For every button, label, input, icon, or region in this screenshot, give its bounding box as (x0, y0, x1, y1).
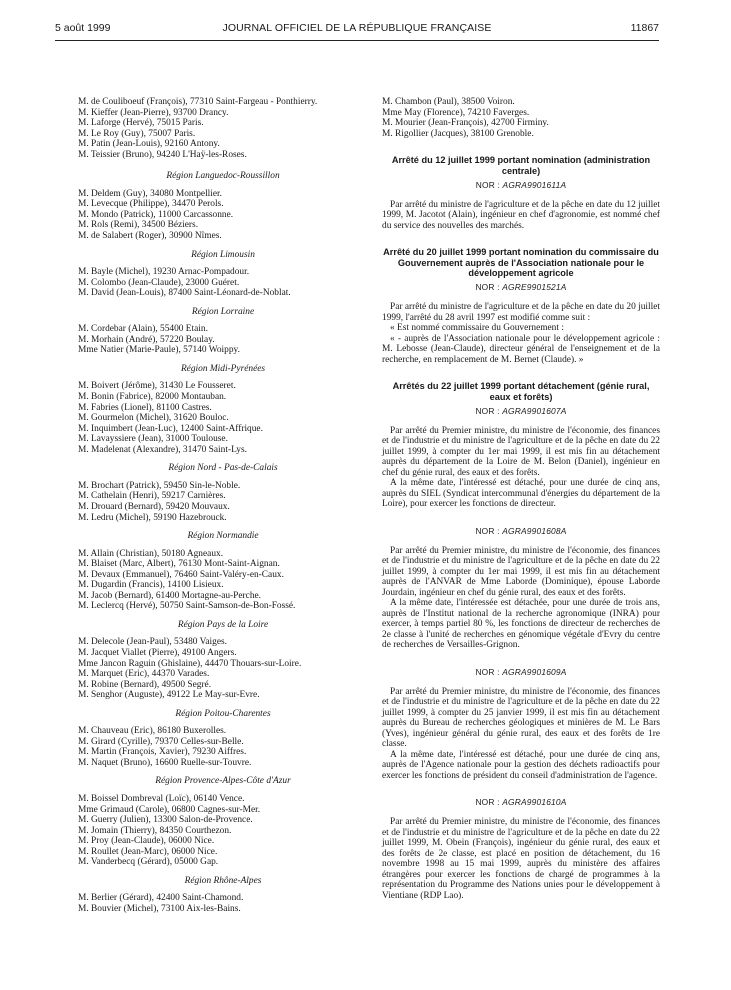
list-item: M. Bonin (Fabrice), 82000 Montauban. (78, 392, 227, 403)
list-item: M. Fabries (Lionel), 81100 Castres. (78, 402, 212, 413)
list-item: M. Deldem (Guy), 34080 Montpellier. (78, 188, 222, 199)
list-item: M. Bouvier (Michel), 73100 Aix-les-Bains. (78, 903, 241, 914)
list-item: M. Le Roy (Guy), 75007 Paris. (78, 128, 196, 139)
arrete-title: Arrêté du 12 juillet 1999 portant nomination (administration centrale) (391, 155, 651, 176)
nor-label: NOR : (475, 180, 501, 190)
list-item: Mme May (Florence), 74210 Faverges. (382, 107, 530, 118)
region-heading: Région Limousin (191, 249, 255, 260)
list-item: M. Martin (François, Xavier), 79230 Aiffres. (78, 747, 247, 758)
list-item: M. Ledru (Michel), 59190 Hazebrouck. (78, 512, 227, 523)
arrete-title: Arrêté du 20 juillet 1999 portant nomination du commissaire du Gouvernement auprès de l'Association nationale pour le développement agricole (383, 247, 659, 278)
list-item: M. Lavayssiere (Jean), 31000 Toulouse. (78, 434, 228, 445)
region-heading: Région Nord - Pas-de-Calais (168, 463, 278, 474)
nor-reference (382, 667, 660, 678)
list-item: M. Kieffer (Jean-Pierre), 93700 Drancy. (78, 107, 229, 118)
list-item: Mme Jancon Raguin (Ghislaine), 44470 Thouars-sur-Loire. (78, 658, 302, 669)
paragraph: A la même date, l'intéressé est détaché, pour une durée de cinq ans, auprès du SIEL (Syndicat intercommunal d'énergies du département de la Loire), pour exercer les fonctions de directeur. (382, 478, 660, 510)
list-item: M. Chauveau (Eric), 86180 Buxerolles. (78, 726, 227, 737)
list-item: M. Vanderbecq (Gérard), 05000 Gap. (78, 857, 219, 868)
list-item: M. Guerry (Julien), 13300 Salon-de-Provence. (78, 815, 253, 826)
paragraph: « Est nommé commissaire du Gouvernement : (390, 323, 564, 334)
paragraph: Par arrêté du Premier ministre, du ministre de l'économie, des finances et de l'industrie et du ministre de l'agriculture et de la pêche en date du 22 juillet 1999, à compter du 25 janvier 1999, il est mis fin au détachement auprès du Bureau de recherches géologiques et minières de M. Le Bars (Yves), ingénieur général du génie rural, des eaux et des forêts de 1re classe. (382, 686, 660, 750)
nor-label: NOR : (475, 525, 500, 536)
list-item: M. Allain (Christian), 50180 Agneaux. (78, 548, 224, 559)
list-item: M. Rigollier (Jacques), 38100 Grenoble. (382, 128, 534, 139)
list-item: Mme Grimaud (Carole), 06800 Cagnes-sur-Mer. (78, 804, 261, 815)
list-item: M. Proy (Jean-Claude), 06000 Nice. (78, 836, 215, 847)
list-item: M. Bayle (Michel), 19230 Arnac-Pompadour. (78, 267, 250, 278)
region-heading: Région Provence-Alpes-Côte d'Azur (155, 776, 291, 787)
paragraph: A la même date, l'intéressé est détaché, pour une durée de cinq ans, auprès de l'Agence nationale pour la gestion des déchets radioactifs pour exercer les fonctions de président du conseil d'administration de l'agence. (382, 749, 660, 781)
list-item: M. Blaiset (Marc, Albert), 76130 Mont-Saint-Aignan. (78, 559, 280, 570)
list-item: M. Marquet (Eric), 44370 Varades. (78, 669, 210, 680)
list-item: M. Brochart (Patrick), 59450 Sin-le-Noble. (78, 480, 241, 491)
list-item: M. Leclercq (Hervé), 50750 Saint-Samson-de-Bon-Fossé. (78, 601, 296, 612)
list-item: M. Naquet (Bruno), 16600 Ruelle-sur-Touvre. (78, 757, 252, 768)
list-item: M. Jacquet Viallet (Pierre), 49100 Angers. (78, 647, 237, 658)
nor-code: AGRA9901608A (502, 525, 567, 536)
paragraph: Par arrêté du Premier ministre, du ministre de l'économie, des finances et de l'industrie et du ministre de l'agriculture et de la pêche en date du 22 juillet 1999, M. Obein (François), ingénieur du génie rural, des eaux et des forêts de 2e classe, est placé en position de détachement, du 16 novembre 1998 au 15 mai 1999, auprès du ministère des affaires étrangères pour exercer les fonctions de chargé de programmes à la représentation du Programme des Nations unies pour le développement à Vientiane (RDP Lao). (382, 817, 660, 901)
list-item: M. Gourmelon (Michel), 31620 Bouloc. (78, 413, 229, 424)
nor-reference (382, 406, 660, 417)
nor-label: NOR : (475, 797, 500, 808)
paragraph: « - auprès de l'Association nationale pour le développement agricole : M. Lebosse (Jean-Claude), directeur général de l'enseignement et de la recherche, en remplacement de M. Bernet (Claude). » (382, 333, 660, 365)
header-date: 5 août 1999 (55, 22, 111, 34)
list-item: M. Boissel Dombreval (Loïc), 06140 Vence. (78, 793, 245, 804)
paragraph: Par arrêté du Premier ministre, du ministre de l'économie, des finances et de l'industrie et du ministre de l'agriculture et de la pêche en date du 22 juillet 1999, à compter du 1er mai 1999, il est mis fin au détachement auprès du département de la Loire de M. Belon (Daniel), ingénieur en chef du génie rural, des eaux et des forêts. (382, 425, 660, 478)
paragraph: Par arrêté du ministre de l'agriculture et de la pêche en date du 12 juillet 1999, M. Jacotot (Alain), ingénieur en chef d'agronomie, est nommé chef du service des nouvelles des marchés. (382, 199, 660, 231)
paragraph: Par arrêté du Premier ministre, du ministre de l'économie, des finances et de l'industrie et du ministre de l'agriculture et de la pêche en date du 22 juillet 1999, à compter du 1er mai 1999, il est mis fin au détachement auprès de l'ANVAR de Mme Laborde (Dominique), épouse Laborde Jourdain, ingénieur en chef du génie rural, des eaux et des forêts. (382, 545, 660, 598)
list-item: M. Rols (Remi), 34500 Béziers. (78, 220, 199, 231)
list-item: M. de Couliboeuf (François), 77310 Saint-Fargeau - Ponthierry. (78, 97, 318, 107)
nor-code: AGRE9901521A (502, 282, 567, 293)
list-item: M. Boivert (Jérôme), 31430 Le Fousseret. (78, 381, 236, 392)
region-heading: Région Lorraine (191, 306, 255, 317)
paragraph: Par arrêté du ministre de l'agriculture et de la pêche en date du 20 juillet 1999, l'arrêté du 28 avril 1997 est modifié comme suit : (382, 301, 660, 323)
region-heading: Région Normandie (187, 531, 259, 542)
region-heading: Région Rhône-Alpes (184, 875, 262, 886)
paragraph: A la même date, l'intéressée est détachée, pour une durée de trois ans, auprès de l'Institut national de la recherche agronomique (INRA) pour exercer, à temps partiel 80 %, les fonctions de directeur de recherches de 2e classe à l'unité de recherches en génomique végétale d'Evry du centre de recherches de Versailles-Grignon. (382, 598, 660, 651)
list-item: Mme Natier (Marie-Paule), 57140 Woippy. (78, 345, 240, 356)
nor-code: AGRA9901610A (502, 797, 567, 808)
header-rule (55, 40, 659, 41)
nor-reference (382, 797, 660, 808)
list-item: M. Colombo (Jean-Claude), 23000 Guéret. (78, 277, 240, 288)
list-item: M. Morhain (André), 57220 Boulay. (78, 334, 215, 345)
list-item: M. Teissier (Bruno), 94240 L'Haÿ-les-Roses. (78, 149, 247, 160)
list-item: M. Laforge (Hervé), 75015 Paris. (78, 118, 204, 129)
list-item: M. Robine (Bernard), 49500 Segré. (78, 679, 212, 690)
nor-label: NOR : (475, 282, 500, 293)
list-item: M. Mourier (Jean-François), 42700 Firminy. (382, 118, 549, 129)
list-item: M. Cordebar (Alain), 55400 Etain. (78, 324, 208, 335)
nor-reference (382, 180, 660, 191)
nor-code: AGRA9901609A (502, 666, 567, 677)
list-item: M. de Salabert (Roger), 30900 Nîmes. (78, 231, 222, 242)
header-page-number: 11867 (630, 22, 659, 34)
right-column (382, 97, 660, 901)
list-item: M. Inquimbert (Jean-Luc), 12400 Saint-Affrique. (78, 423, 263, 434)
header-title: JOURNAL OFFICIEL DE LA RÉPUBLIQUE FRANÇAISE (222, 22, 492, 34)
region-heading: Région Languedoc-Roussillon (166, 171, 280, 182)
nor-label: NOR : (475, 406, 500, 417)
list-item: M. Cathelain (Henri), 59217 Carnières. (78, 491, 226, 502)
list-item: M. Madelenat (Alexandre), 31470 Saint-Lys. (78, 444, 247, 455)
list-item: M. Mondo (Patrick), 11000 Carcassonne. (78, 209, 234, 220)
intro-list (78, 97, 368, 160)
left-column (78, 97, 368, 914)
nor-code: AGRA9901611A (502, 180, 567, 190)
nor-reference (382, 526, 660, 537)
list-item: M. Delecole (Jean-Paul), 53480 Vaiges. (78, 637, 228, 648)
list-item: M. Girard (Cyrille), 79370 Celles-sur-Belle. (78, 736, 244, 747)
list-item: M. Jomain (Thierry), 84350 Courthezon. (78, 825, 232, 836)
list-item: M. Levecque (Philippe), 34470 Perols. (78, 199, 224, 210)
list-item: M. Chambon (Paul), 38500 Voiron. (382, 97, 515, 107)
list-item: M. Drouard (Bernard), 59420 Mouvaux. (78, 501, 230, 512)
region-heading: Région Midi-Pyrénées (180, 363, 266, 374)
list-item: M. Patin (Jean-Louis), 92160 Antony. (78, 139, 220, 150)
list-item: M. David (Jean-Louis), 87400 Saint-Léonard-de-Noblat. (78, 288, 291, 299)
nor-code: AGRA9901607A (502, 406, 567, 417)
list-item: M. Berlier (Gérard), 42400 Saint-Chamond. (78, 893, 244, 904)
arrete-title: Arrêtés du 22 juillet 1999 portant détachement (génie rural, eaux et forêts) (392, 381, 650, 402)
region-heading: Région Pays de la Loire (177, 619, 269, 630)
list-item: M. Dugardin (Francis), 14100 Lisieux. (78, 580, 224, 591)
region-heading: Région Poitou-Charentes (175, 708, 271, 719)
nor-label: NOR : (475, 666, 500, 677)
list-item: M. Roullet (Jean-Marc), 06000 Nice. (78, 846, 218, 857)
nor-reference (382, 282, 660, 293)
list-item: M. Jacob (Bernard), 61400 Mortagne-au-Perche. (78, 590, 262, 601)
list-item: M. Senghor (Auguste), 49122 Le May-sur-Evre. (78, 690, 260, 701)
page-header (55, 22, 659, 38)
list-item: M. Devaux (Emmanuel), 76460 Saint-Valéry-en-Caux. (78, 569, 284, 580)
